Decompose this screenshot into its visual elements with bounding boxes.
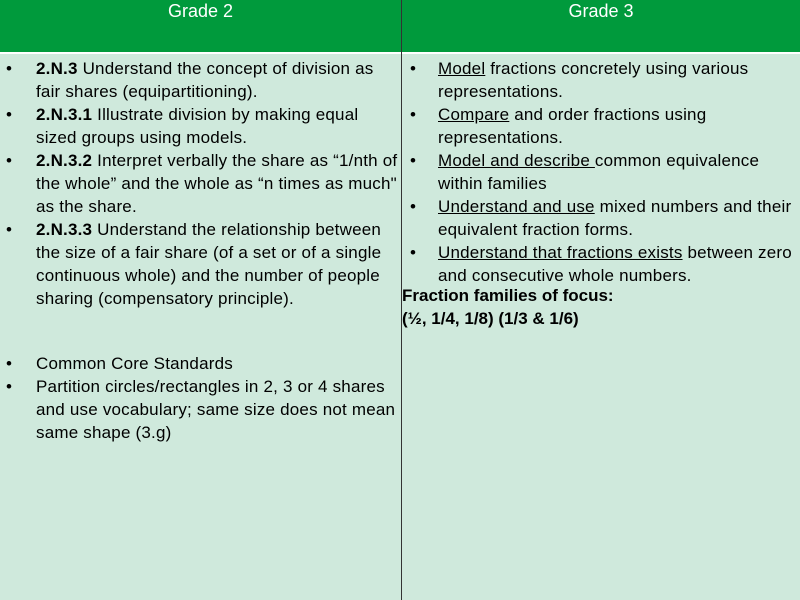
grade3-header — [402, 0, 800, 52]
standard-text: Understand the relationship between the size of a fair share (of a set or of a single continuous whole) and the number of people sharing (compensatory principle). — [36, 220, 382, 308]
focus-fractions: (½, 1/4, 1/8) (1/3 & 1/6) — [402, 309, 579, 328]
grade2-header — [0, 0, 401, 52]
grade2-column — [0, 54, 401, 600]
grade3-column — [402, 54, 800, 600]
standard-code: 2.N.3 — [36, 59, 78, 78]
standard-text: fractions concretely using various representations. — [438, 59, 749, 101]
bullet-icon: • — [6, 59, 13, 78]
bullet-icon: • — [410, 197, 417, 216]
standard-text: Interpret verbally the share as “1/nth of the whole” and the whole as “n times as much" as the share. — [36, 151, 398, 216]
standard-verb: Model — [438, 59, 486, 78]
list-item — [402, 241, 800, 287]
grade2-title: Grade 2 — [167, 1, 234, 21]
list-item — [402, 103, 800, 149]
standard-text: common equivalence within families — [438, 151, 760, 193]
list-item — [0, 57, 400, 103]
bullet-icon: • — [410, 151, 417, 170]
bullet-icon: • — [6, 105, 13, 124]
bullet-icon: • — [410, 59, 417, 78]
standard-verb: Understand that fractions exists — [438, 243, 683, 262]
standard-verb: Model and describe — [438, 151, 595, 170]
bullet-icon: • — [410, 243, 417, 262]
list-item — [402, 149, 800, 195]
column-divider — [401, 0, 402, 600]
bullet-icon: • — [6, 220, 13, 239]
standard-text: between zero and consecutive whole numbers. — [438, 243, 792, 285]
standard-text: Illustrate division by making equal sized groups using models. — [36, 105, 359, 147]
bullet-icon: • — [410, 105, 417, 124]
common-core-heading: Common Core Standards — [36, 354, 233, 373]
standard-text: Understand the concept of division as fair shares (equipartitioning). — [36, 59, 374, 101]
grade2-standards-list — [0, 57, 400, 310]
common-core-list — [0, 352, 400, 444]
standard-text: mixed numbers and their equivalent fraction forms. — [438, 197, 792, 239]
list-item — [0, 218, 400, 310]
list-item — [402, 195, 800, 241]
header-divider — [0, 52, 800, 54]
list-item — [0, 375, 400, 444]
fraction-families-focus — [402, 284, 800, 330]
bullet-icon: • — [6, 377, 13, 396]
bullet-icon: • — [6, 151, 13, 170]
common-core-text: Partition circles/rectangles in 2, 3 or 4 shares and use vocabulary; same size does not mean same shape (3.g) — [36, 377, 396, 442]
standard-verb: Understand and use — [438, 197, 595, 216]
list-item — [0, 352, 400, 375]
list-item — [402, 57, 800, 103]
grade3-title: Grade 3 — [568, 1, 634, 21]
grade3-standards-list — [402, 57, 800, 287]
standard-code: 2.N.3.1 — [36, 105, 93, 124]
standard-verb: Compare — [438, 105, 510, 124]
bullet-icon: • — [6, 354, 13, 373]
list-item — [0, 103, 400, 149]
focus-heading: Fraction families of focus: — [402, 286, 614, 305]
standard-code: 2.N.3.2 — [36, 151, 93, 170]
standard-code: 2.N.3.3 — [36, 220, 93, 239]
list-item — [0, 149, 400, 218]
standard-text: and order fractions using representations. — [438, 105, 707, 147]
